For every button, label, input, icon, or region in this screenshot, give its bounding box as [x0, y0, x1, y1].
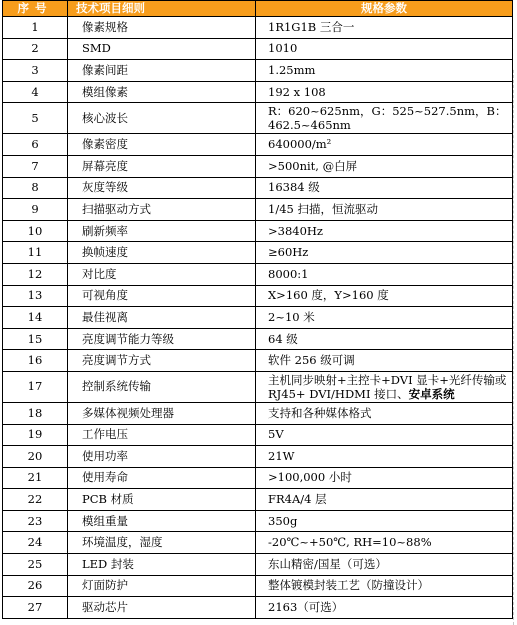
row-spec [256, 371, 513, 402]
row-spec: 1/45 扫描，恒流驱动 [256, 199, 513, 221]
row-spec: 16384 级 [256, 177, 513, 199]
table-row [3, 263, 513, 285]
row-spec: 支持和各种媒体格式 [256, 402, 513, 424]
row-item: 扫描驱动方式 [68, 199, 256, 221]
row-item: 可视角度 [68, 285, 256, 307]
row-item: 像素间距 [68, 60, 256, 82]
row-spec: 整体镀模封装工艺（防撞设计） [256, 575, 513, 597]
row-number: 16 [3, 350, 68, 372]
table-row [3, 597, 513, 619]
row-number: 27 [3, 597, 68, 619]
table-row [3, 199, 513, 221]
row-item: 环境温度，湿度 [68, 532, 256, 554]
row-item: 屏幕亮度 [68, 155, 256, 177]
row-spec: 1010 [256, 38, 513, 60]
table-row [3, 38, 513, 60]
row-item: 像素规格 [68, 17, 256, 39]
table-row [3, 134, 513, 156]
row-spec-bold-text: 安卓系统 [408, 386, 455, 401]
row-spec: 2~10 米 [256, 307, 513, 329]
table-row [3, 60, 513, 82]
header-spec: 规格参数 [256, 1, 513, 17]
row-number: 1 [3, 17, 68, 39]
row-number: 25 [3, 554, 68, 576]
row-item: 使用功率 [68, 446, 256, 468]
row-item: 亮度调节方式 [68, 350, 256, 372]
table-row [3, 424, 513, 446]
row-number: 23 [3, 510, 68, 532]
row-item: 控制系统传输 [68, 371, 256, 402]
table-row [3, 103, 513, 134]
table-row [3, 402, 513, 424]
row-number: 12 [3, 263, 68, 285]
table-row [3, 510, 513, 532]
header-index: 序号 [3, 1, 68, 17]
row-item: 灰度等级 [68, 177, 256, 199]
row-item: 模组像素 [68, 81, 256, 103]
table-row [3, 155, 513, 177]
row-spec: 192 x 108 [256, 81, 513, 103]
row-item: LED 封装 [68, 554, 256, 576]
row-number: 15 [3, 328, 68, 350]
row-number: 5 [3, 103, 68, 134]
row-spec: 5V [256, 424, 513, 446]
row-item: 像素密度 [68, 134, 256, 156]
row-spec: >100,000 小时 [256, 467, 513, 489]
row-spec: R：620~625nm，G：525~527.5nm，B：462.5~465nm [256, 103, 513, 134]
row-number: 9 [3, 199, 68, 221]
row-spec: 64 级 [256, 328, 513, 350]
row-spec: 8000:1 [256, 263, 513, 285]
row-spec: 1.25mm [256, 60, 513, 82]
row-number: 14 [3, 307, 68, 329]
row-item: 刷新频率 [68, 220, 256, 242]
row-spec: 软件 256 级可调 [256, 350, 513, 372]
row-number: 22 [3, 489, 68, 511]
row-number: 8 [3, 177, 68, 199]
row-spec: 21W [256, 446, 513, 468]
row-spec: ≥60Hz [256, 242, 513, 264]
row-item: 最佳视离 [68, 307, 256, 329]
row-number: 11 [3, 242, 68, 264]
row-item: 多媒体视频处理器 [68, 402, 256, 424]
table-row [3, 17, 513, 39]
table-row [3, 285, 513, 307]
row-spec: 1R1G1B 三合一 [256, 17, 513, 39]
row-item: SMD [68, 38, 256, 60]
row-spec: -20℃~+50℃, RH=10~88% [256, 532, 513, 554]
row-number: 13 [3, 285, 68, 307]
row-item: 使用寿命 [68, 467, 256, 489]
table-row [3, 446, 513, 468]
row-spec: X>160 度，Y>160 度 [256, 285, 513, 307]
table-row [3, 532, 513, 554]
table-row [3, 489, 513, 511]
header-item: 技术项目细则 [68, 1, 256, 17]
table-row [3, 242, 513, 264]
row-number: 20 [3, 446, 68, 468]
table-row [3, 371, 513, 402]
row-number: 2 [3, 38, 68, 60]
row-item: 灯面防护 [68, 575, 256, 597]
table-row [3, 575, 513, 597]
row-spec-text: 主机同步映射+主控卡+DVI 显卡+光纤传输或 RJ45+ DVI/HDMI 接口、 [268, 372, 507, 401]
row-spec: 2163（可选） [256, 597, 513, 619]
row-item: 工作电压 [68, 424, 256, 446]
row-spec: 350g [256, 510, 513, 532]
table-row [3, 350, 513, 372]
row-item: 模组重量 [68, 510, 256, 532]
table-header-row [3, 1, 513, 17]
row-item: 驱动芯片 [68, 597, 256, 619]
row-number: 6 [3, 134, 68, 156]
row-spec: FR4A/4 层 [256, 489, 513, 511]
table-row [3, 220, 513, 242]
row-item: 对比度 [68, 263, 256, 285]
row-spec: 640000/m² [256, 134, 513, 156]
row-number: 21 [3, 467, 68, 489]
row-item: 亮度调节能力等级 [68, 328, 256, 350]
row-number: 19 [3, 424, 68, 446]
row-number: 4 [3, 81, 68, 103]
table-row [3, 307, 513, 329]
row-number: 26 [3, 575, 68, 597]
row-item: 核心波长 [68, 103, 256, 134]
spec-table [2, 0, 513, 619]
row-number: 24 [3, 532, 68, 554]
page-edge-guide [513, 70, 517, 625]
row-number: 17 [3, 371, 68, 402]
row-number: 3 [3, 60, 68, 82]
table-row [3, 554, 513, 576]
row-item: 换帧速度 [68, 242, 256, 264]
row-spec: 东山精密/国星（可选） [256, 554, 513, 576]
table-row [3, 81, 513, 103]
row-item: PCB 材质 [68, 489, 256, 511]
row-number: 18 [3, 402, 68, 424]
table-row [3, 467, 513, 489]
table-row [3, 177, 513, 199]
row-number: 7 [3, 155, 68, 177]
row-spec: >500nit, @白屏 [256, 155, 513, 177]
row-number: 10 [3, 220, 68, 242]
row-spec: >3840Hz [256, 220, 513, 242]
table-row [3, 328, 513, 350]
